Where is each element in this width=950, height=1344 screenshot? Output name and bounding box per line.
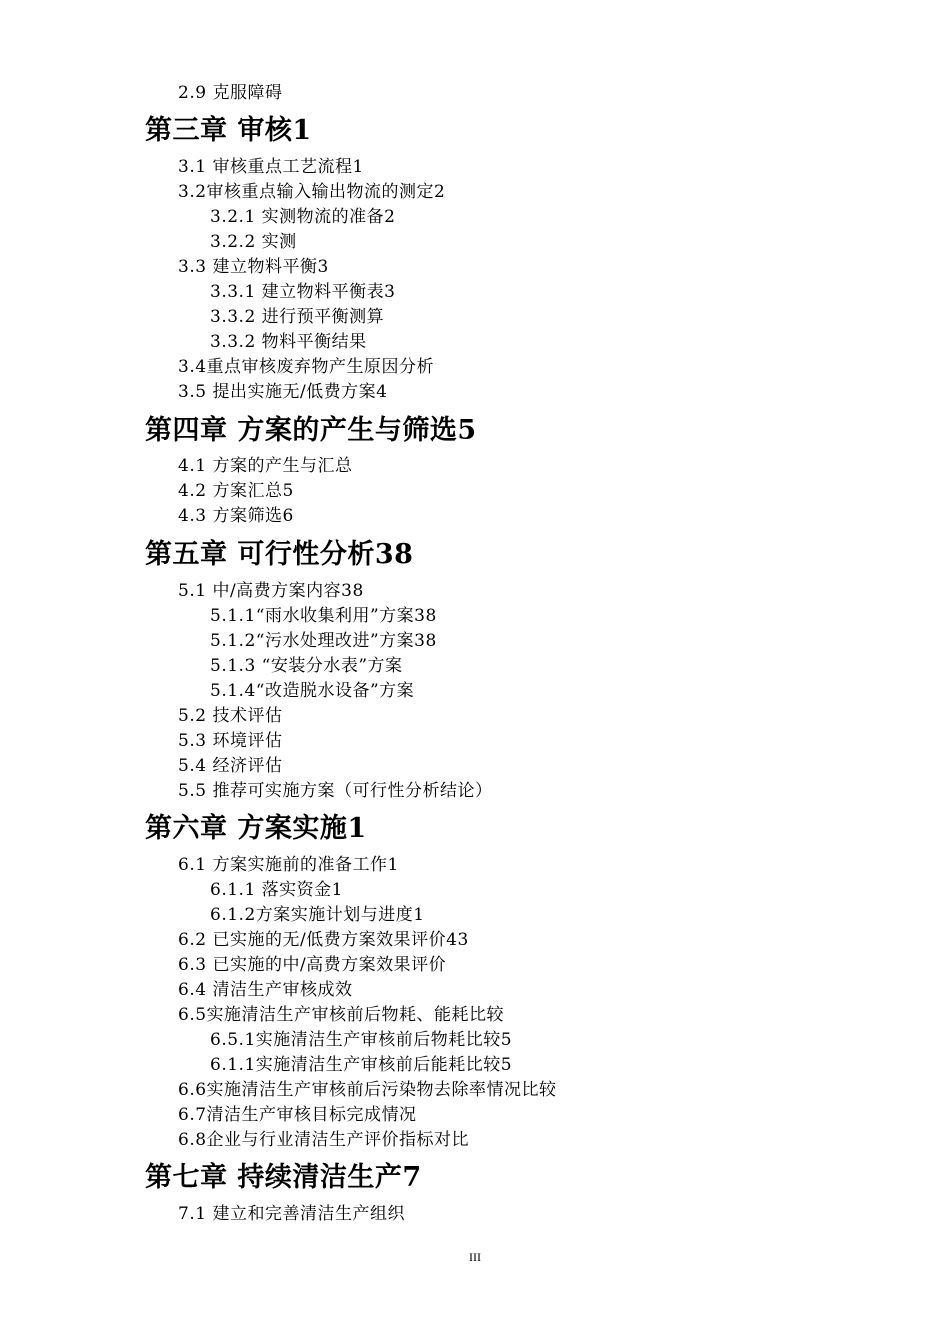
toc-chapter-heading: 第七章 持续清洁生产7 — [145, 1162, 422, 1193]
toc-subentry: 6.1.2方案实施计划与进度1 — [210, 905, 425, 925]
toc-subentry: 5.1.1“雨水收集利用”方案38 — [210, 606, 437, 626]
toc-entry: 6.2 已实施的无/低费方案效果评价43 — [178, 930, 469, 950]
toc-subentry: 3.3.1 建立物料平衡表3 — [210, 282, 396, 302]
toc-entry: 5.5 推荐可实施方案（可行性分析结论） — [178, 781, 493, 801]
toc-entry: 3.4重点审核废弃物产生原因分析 — [178, 357, 435, 377]
toc-entry: 4.2 方案汇总5 — [178, 481, 294, 501]
page-number: III — [469, 1250, 481, 1264]
toc-entry: 3.3 建立物料平衡3 — [178, 257, 329, 277]
toc-entry: 6.8企业与行业清洁生产评价指标对比 — [178, 1130, 470, 1150]
toc-chapter-heading: 第五章 可行性分析38 — [145, 539, 414, 570]
toc-subentry: 3.2.1 实测物流的准备2 — [210, 207, 396, 227]
toc-entry: 6.5实施清洁生产审核前后物耗、能耗比较 — [178, 1005, 505, 1025]
toc-subentry: 3.3.2 物料平衡结果 — [210, 332, 367, 352]
toc-subentry: 3.3.2 进行预平衡测算 — [210, 307, 385, 327]
toc-subentry: 5.1.3 “安装分水表”方案 — [210, 656, 403, 676]
toc-entry: 5.3 环境评估 — [178, 731, 283, 751]
toc-subentry: 5.1.4“改造脱水设备”方案 — [210, 681, 415, 701]
toc-subentry: 5.1.2“污水处理改进”方案38 — [210, 631, 437, 651]
toc-entry: 5.1 中/高费方案内容38 — [178, 581, 364, 601]
toc-subentry: 6.1.1 落实资金1 — [210, 880, 343, 900]
toc-entry: 6.6实施清洁生产审核前后污染物去除率情况比较 — [178, 1080, 557, 1100]
toc-entry: 6.3 已实施的中/高费方案效果评价 — [178, 955, 447, 975]
toc-entry: 6.4 清洁生产审核成效 — [178, 980, 353, 1000]
toc-entry: 5.4 经济评估 — [178, 756, 283, 776]
toc-entry: 4.3 方案筛选6 — [178, 506, 294, 526]
toc-chapter-heading: 第六章 方案实施1 — [145, 813, 367, 844]
toc-entry: 2.9 克服障碍 — [178, 83, 283, 103]
toc-entry: 3.5 提出实施无/低费方案4 — [178, 382, 388, 402]
toc-entry: 3.1 审核重点工艺流程1 — [178, 157, 364, 177]
toc-entry: 4.1 方案的产生与汇总 — [178, 456, 353, 476]
toc-entry: 6.7清洁生产审核目标完成情况 — [178, 1105, 417, 1125]
toc-subentry: 6.5.1实施清洁生产审核前后物耗比较5 — [210, 1030, 513, 1050]
toc-entry: 3.2审核重点输入输出物流的测定2 — [178, 182, 446, 202]
toc-subentry: 6.1.1实施清洁生产审核前后能耗比较5 — [210, 1055, 513, 1075]
toc-entry: 5.2 技术评估 — [178, 706, 283, 726]
toc-chapter-heading: 第三章 审核1 — [145, 115, 312, 146]
toc-chapter-heading: 第四章 方案的产生与筛选5 — [145, 415, 477, 446]
toc-subentry: 3.2.2 实测 — [210, 232, 297, 252]
toc-entry: 7.1 建立和完善清洁生产组织 — [178, 1204, 405, 1224]
toc-entry: 6.1 方案实施前的准备工作1 — [178, 855, 399, 875]
